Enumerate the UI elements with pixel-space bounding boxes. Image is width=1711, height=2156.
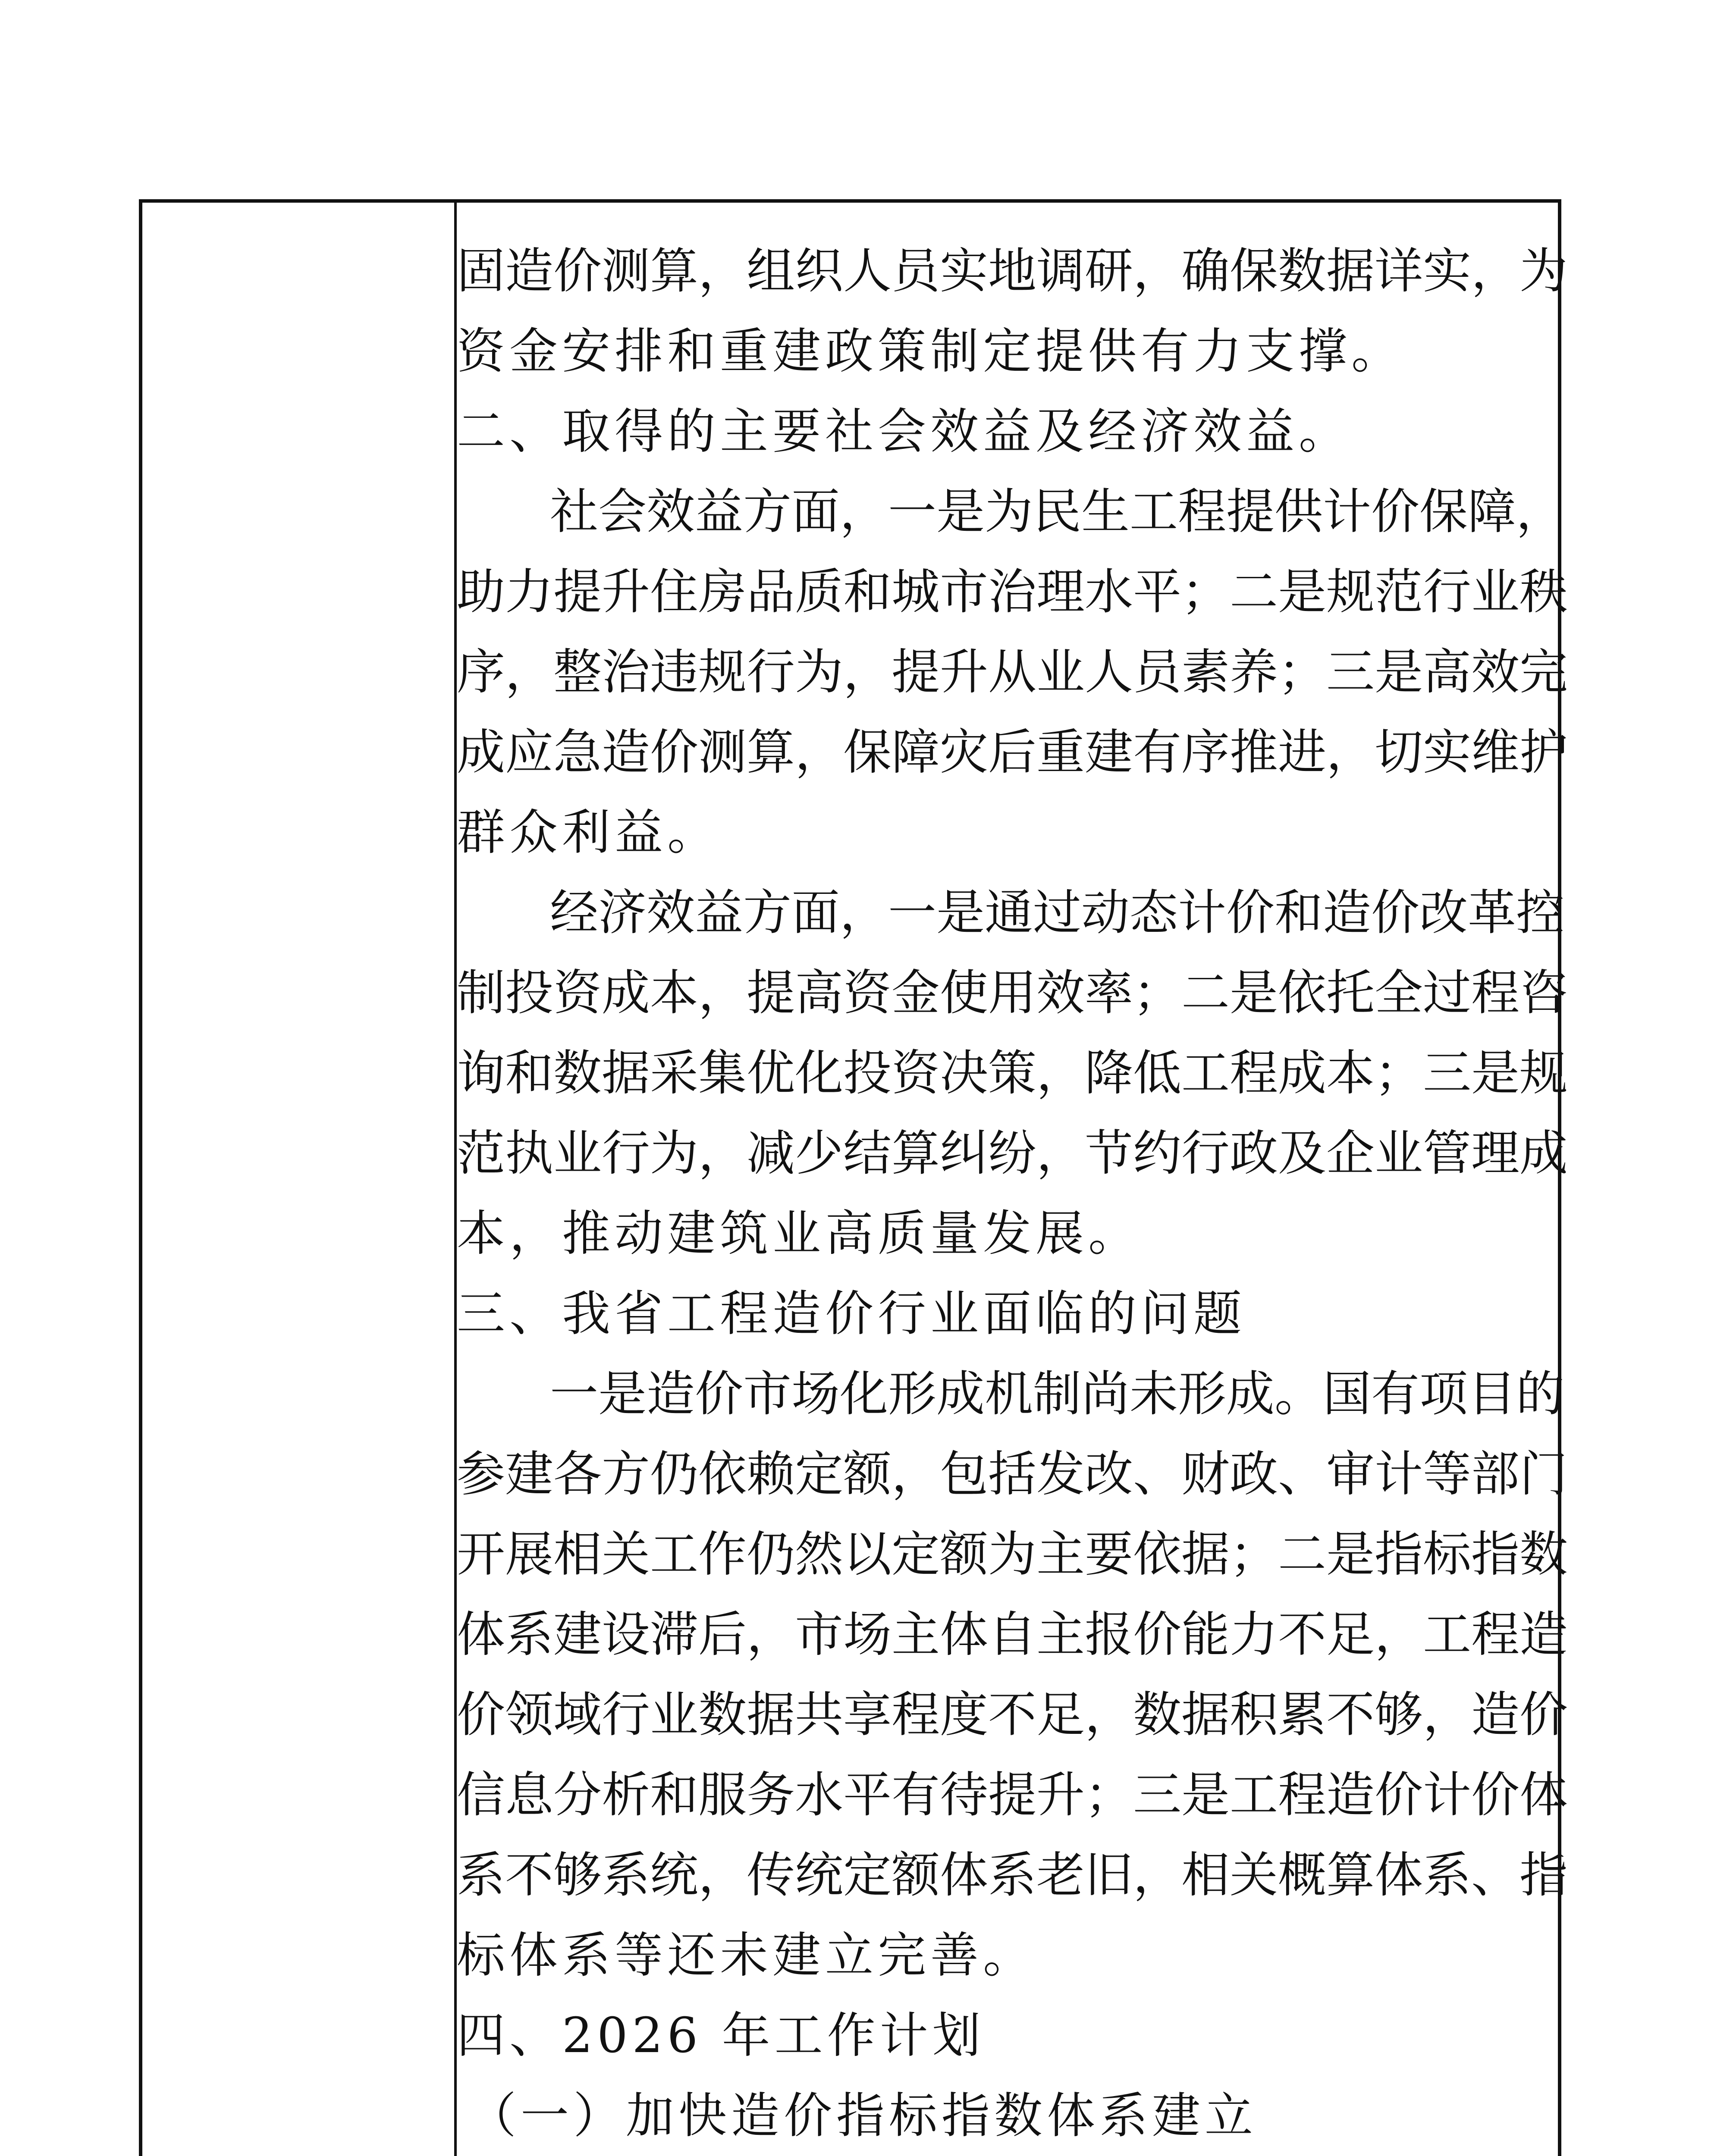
body-line: 序，整治违规行为，提升从业人员素养；三是高效完 xyxy=(457,644,1568,700)
section-heading: 三、我省工程造价行业面临的问题 xyxy=(457,1286,1246,1342)
subsection-heading: （一）加快造价指标指数体系建立 xyxy=(468,2088,1257,2144)
body-line: 一是造价市场化形成机制尚未形成。国有项目的 xyxy=(550,1366,1564,1422)
body-line: 资金安排和重建政策制定提供有力支撑。 xyxy=(457,323,1404,379)
body-line: 参建各方仍依赖定额，包括发改、财政、审计等部门 xyxy=(457,1446,1568,1502)
form-table xyxy=(139,199,1568,2156)
body-line: 范执业行为，减少结算纠纷，节约行政及企业管理成 xyxy=(457,1125,1568,1181)
body-line: 信息分析和服务水平有待提升；三是工程造价计价体 xyxy=(457,1767,1568,1823)
left-column-empty xyxy=(142,203,454,2156)
body-line: 价领域行业数据共享程度不足，数据积累不够，造价 xyxy=(457,1687,1568,1743)
body-line: 社会效益方面，一是为民生工程提供计价保障， xyxy=(550,484,1564,540)
body-line: 助力提升住房品质和城市治理水平；二是规范行业秩 xyxy=(457,564,1568,620)
body-line: 经济效益方面，一是通过动态计价和造价改革控 xyxy=(550,885,1564,941)
body-line: 开展相关工作仍然以定额为主要依据；二是指标指数 xyxy=(457,1526,1568,1583)
body-line: 询和数据采集优化投资决策，降低工程成本；三是规 xyxy=(457,1045,1568,1101)
body-line: 成应急造价测算，保障灾后重建有序推进，切实维护 xyxy=(457,724,1568,780)
body-line: 本，推动建筑业高质量发展。 xyxy=(457,1206,1141,1262)
section-heading: 二、取得的主要社会效益及经济效益。 xyxy=(457,404,1351,460)
body-line: 体系建设滞后，市场主体自主报价能力不足，工程造 xyxy=(457,1607,1568,1663)
section-heading: 四、2026 年工作计划 xyxy=(457,2008,985,2064)
content-cell xyxy=(457,203,1568,2156)
body-line: 制投资成本，提高资金使用效率；二是依托全过程咨 xyxy=(457,965,1568,1021)
body-line: 固造价测算，组织人员实地调研，确保数据详实，为 xyxy=(457,243,1568,299)
body-line: 系不够系统，传统定额体系老旧，相关概算体系、指 xyxy=(457,1847,1568,1903)
body-line: 群众利益。 xyxy=(457,805,720,861)
body-line: 标体系等还未建立完善。 xyxy=(457,1927,1036,1984)
